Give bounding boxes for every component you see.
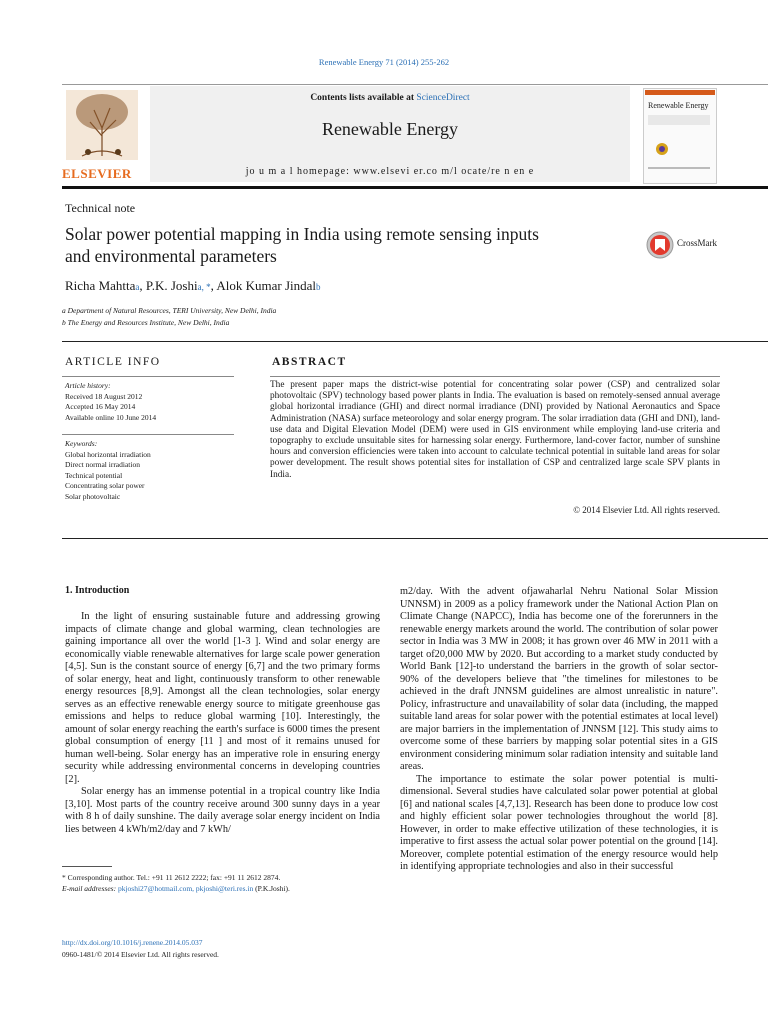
article-info-heading: ARTICLE INFO (65, 356, 161, 368)
body-paragraph: Solar energy has an immense potential in a tropical country like India [3,10]. Most parts of the country receive around 300 sunny days in a year with 8 h of daily sunshine. The daily average solar energy incident on India lies between 4 kWh/m2/day and 7 kWh/ (65, 786, 380, 835)
body-paragraph: In the light of ensuring sustainable future and addressing growing impacts of climate change and global warming, clean technologies are gaining importance all over the world [1-3 ]. Wind and solar energy are economically viable renewable alternatives for large scale power generation [4,5]. Sun is the constant source of energy [6,7] and the two primary forms of solar energy, heat and light, continuously transform to other renewable energy resources [8,9]. Amongst all the clean technologies, solar energy serves as an effective renewable energy source to mitigate greenhouse gas emissions and helps to reduce global warming [10]. Interestingly, the amount of solar energy reaching the earth's surface is 6000 times the present global consumption of energy [11 ] and most of it remains unused for human well-being. Solar energy has an imperative role in ensuring energy security while addressing environmental concerns in developing countries [2]. (65, 611, 380, 785)
keywords-block (65, 439, 235, 502)
paper-title-line-1: Solar power potential mapping in India using remote sensing inputs (65, 224, 539, 244)
elsevier-wordmark: ELSEVIER (62, 166, 132, 181)
email-addresses (62, 884, 382, 895)
contents-available (150, 93, 630, 103)
footnote-rule (62, 866, 112, 867)
affiliation-mark: a (62, 306, 66, 315)
history-received: Received 18 August 2012 (65, 391, 143, 401)
abstract-copyright: © 2014 Elsevier Ltd. All rights reserved. (573, 505, 720, 515)
journal-citation[interactable]: Renewable Energy 71 (2014) 255-262 (318, 57, 450, 67)
crossmark-icon[interactable] (645, 230, 675, 260)
affiliation-text: Department of Natural Resources, TERI University, New Delhi, India (67, 306, 277, 315)
corresponding-author-note: * Corresponding author. Tel.: +91 11 2612 2222; fax: +91 11 2612 2874. (62, 873, 281, 882)
email-label: E-mail addresses: (62, 884, 117, 893)
history-online: Available online 10 June 2014 (65, 412, 157, 422)
article-type: Technical note (65, 201, 136, 215)
paper-title (65, 223, 625, 267)
body-left-column (65, 611, 380, 836)
keyword-item: Global horizontal irradiation (65, 449, 151, 459)
affiliation-mark: b (62, 318, 66, 327)
email-links[interactable]: pkjoshi27@hotmail.com, pkjoshi@teri.res.in (117, 884, 254, 893)
cover-artwork-icon (648, 115, 710, 175)
journal-homepage[interactable]: jo u m a l homepage: www.elsevi er.co m/l ocate/re n en e (245, 166, 535, 177)
abstract-rule (270, 376, 720, 377)
author-separator: , (210, 278, 217, 293)
author-name[interactable]: Richa Mahtta (65, 278, 136, 293)
email-suffix: (P.K.Joshi). (255, 884, 290, 893)
keywords-label: Keywords: (65, 439, 98, 448)
keyword-item: Concentrating solar power (65, 481, 145, 490)
header-bottom-rule (62, 186, 768, 189)
abstract-text: The present paper maps the district-wise potential for concentrating solar power (CSP) and centralized solar photovoltaic (SPV) technology based power plants in India. The evaluation is based on remotely-sensed annual average global horizontal irradiance (GHI) and direct normal irradiance (DNI) provided by National Aeronautics and Space Administration (NASA) surface meteorology and solar energy program. The solar irradiation data (GHI and DNI), land-use data and Digital Elevation Model (DEM) were used in GIS environment while employing land-use criteria and topography to exclude unsuitable sites for harnessing solar energy. Furthermore, land-cover factor, number of sunshine hours and conversion efficiencies were taken into account to calculate technical potential in suitable land areas for solar power development. The result shows potential sites for installation of CSP and centralized large scale SPV plants in India. (270, 380, 720, 480)
history-label: Article history: (65, 381, 111, 390)
abstract-heading: ABSTRACT (272, 356, 347, 368)
affiliation-text: The Energy and Resources Institute, New Delhi, India (67, 318, 230, 327)
keywords-rule (62, 434, 234, 435)
keyword-item: Direct normal irradiation (65, 460, 140, 469)
crossmark-label[interactable]: CrossMark (677, 238, 717, 248)
author-name[interactable]: Alok Kumar Jindal (216, 278, 317, 293)
author-affiliation-mark[interactable]: a (135, 282, 140, 292)
author-name[interactable]: P.K. Joshi (145, 278, 198, 293)
paper-title-line-2: and environmental parameters (65, 246, 277, 266)
introduction-heading: 1. Introduction (65, 585, 130, 596)
affiliation-a (62, 306, 276, 315)
article-history (65, 381, 235, 423)
journal-title: Renewable Energy (321, 119, 459, 139)
section-separator (62, 538, 768, 539)
cover-top-band (645, 90, 715, 95)
body-paragraph: m2/day. With the advent ofjawaharlal Nehru National Solar Mission UNNSM) in 2009 as a policy framework under the National Action Plan on Climate Change (NAPCC), India has become one of the forerunners in the renewable energy markets around the world. The contribution of solar power sector in India was 3 MW in 2008; it has grown over 46 MW in 2011 with a target of20,000 MW by 2020. But according to a market study conducted by World Bank [12]-to understand the barriers in the growth of solar sector-90% of the developers believe that "the timelines for milestones to be achieved in the draft JNNSM guidelines are almost unrealistic in nature". Policy, infrastructure and unavailability of solar data (including, the mapped suitable land areas for solar power with the potential estimates at local level) are major barriers in the implementation of JNNSM [12]. This study aims to overcome some of these barriers by mapping solar potential sites in a GIS environment considering minimum solar radiation intensity and suitable land areas. (400, 586, 718, 772)
author-affiliation-mark[interactable]: a, * (197, 282, 211, 292)
issn-line: 0960-1481/© 2014 Elsevier Ltd. All rights reserved. (62, 950, 219, 959)
keyword-item: Technical potential (65, 470, 123, 480)
article-info-rule (62, 376, 234, 377)
body-right-column (400, 586, 718, 874)
author-separator: , (139, 278, 146, 293)
contents-prefix: Contents lists available at (310, 93, 415, 103)
section-separator (62, 341, 768, 342)
cover-title: Renewable Energy (648, 101, 709, 110)
header-top-rule (62, 84, 768, 85)
keyword-item: Solar photovoltaic (65, 491, 121, 501)
doi-link[interactable]: http://dx.doi.org/10.1016/j.renene.2014.05.037 (62, 938, 203, 947)
history-accepted: Accepted 16 May 2014 (65, 402, 136, 411)
sciencedirect-link[interactable]: ScienceDirect (416, 93, 470, 103)
affiliation-b (62, 318, 229, 327)
body-paragraph: The importance to estimate the solar power potential is multi-dimensional. Several studies have calculated solar power potential at global [6] and national scales [4,7,13]. Research has been done to produce low cost and highly efficient solar power technologies throughout the world [8]. However, in order to make effective utilization of these technologies, it is imperative to first assess the actual solar power potential on the ground [14]. Moreover, complete potential estimation of the energy resource would help in identifying appropriate technologies and also in their successful (400, 773, 718, 872)
author-list (65, 278, 321, 294)
author-affiliation-mark[interactable]: b (316, 282, 321, 292)
